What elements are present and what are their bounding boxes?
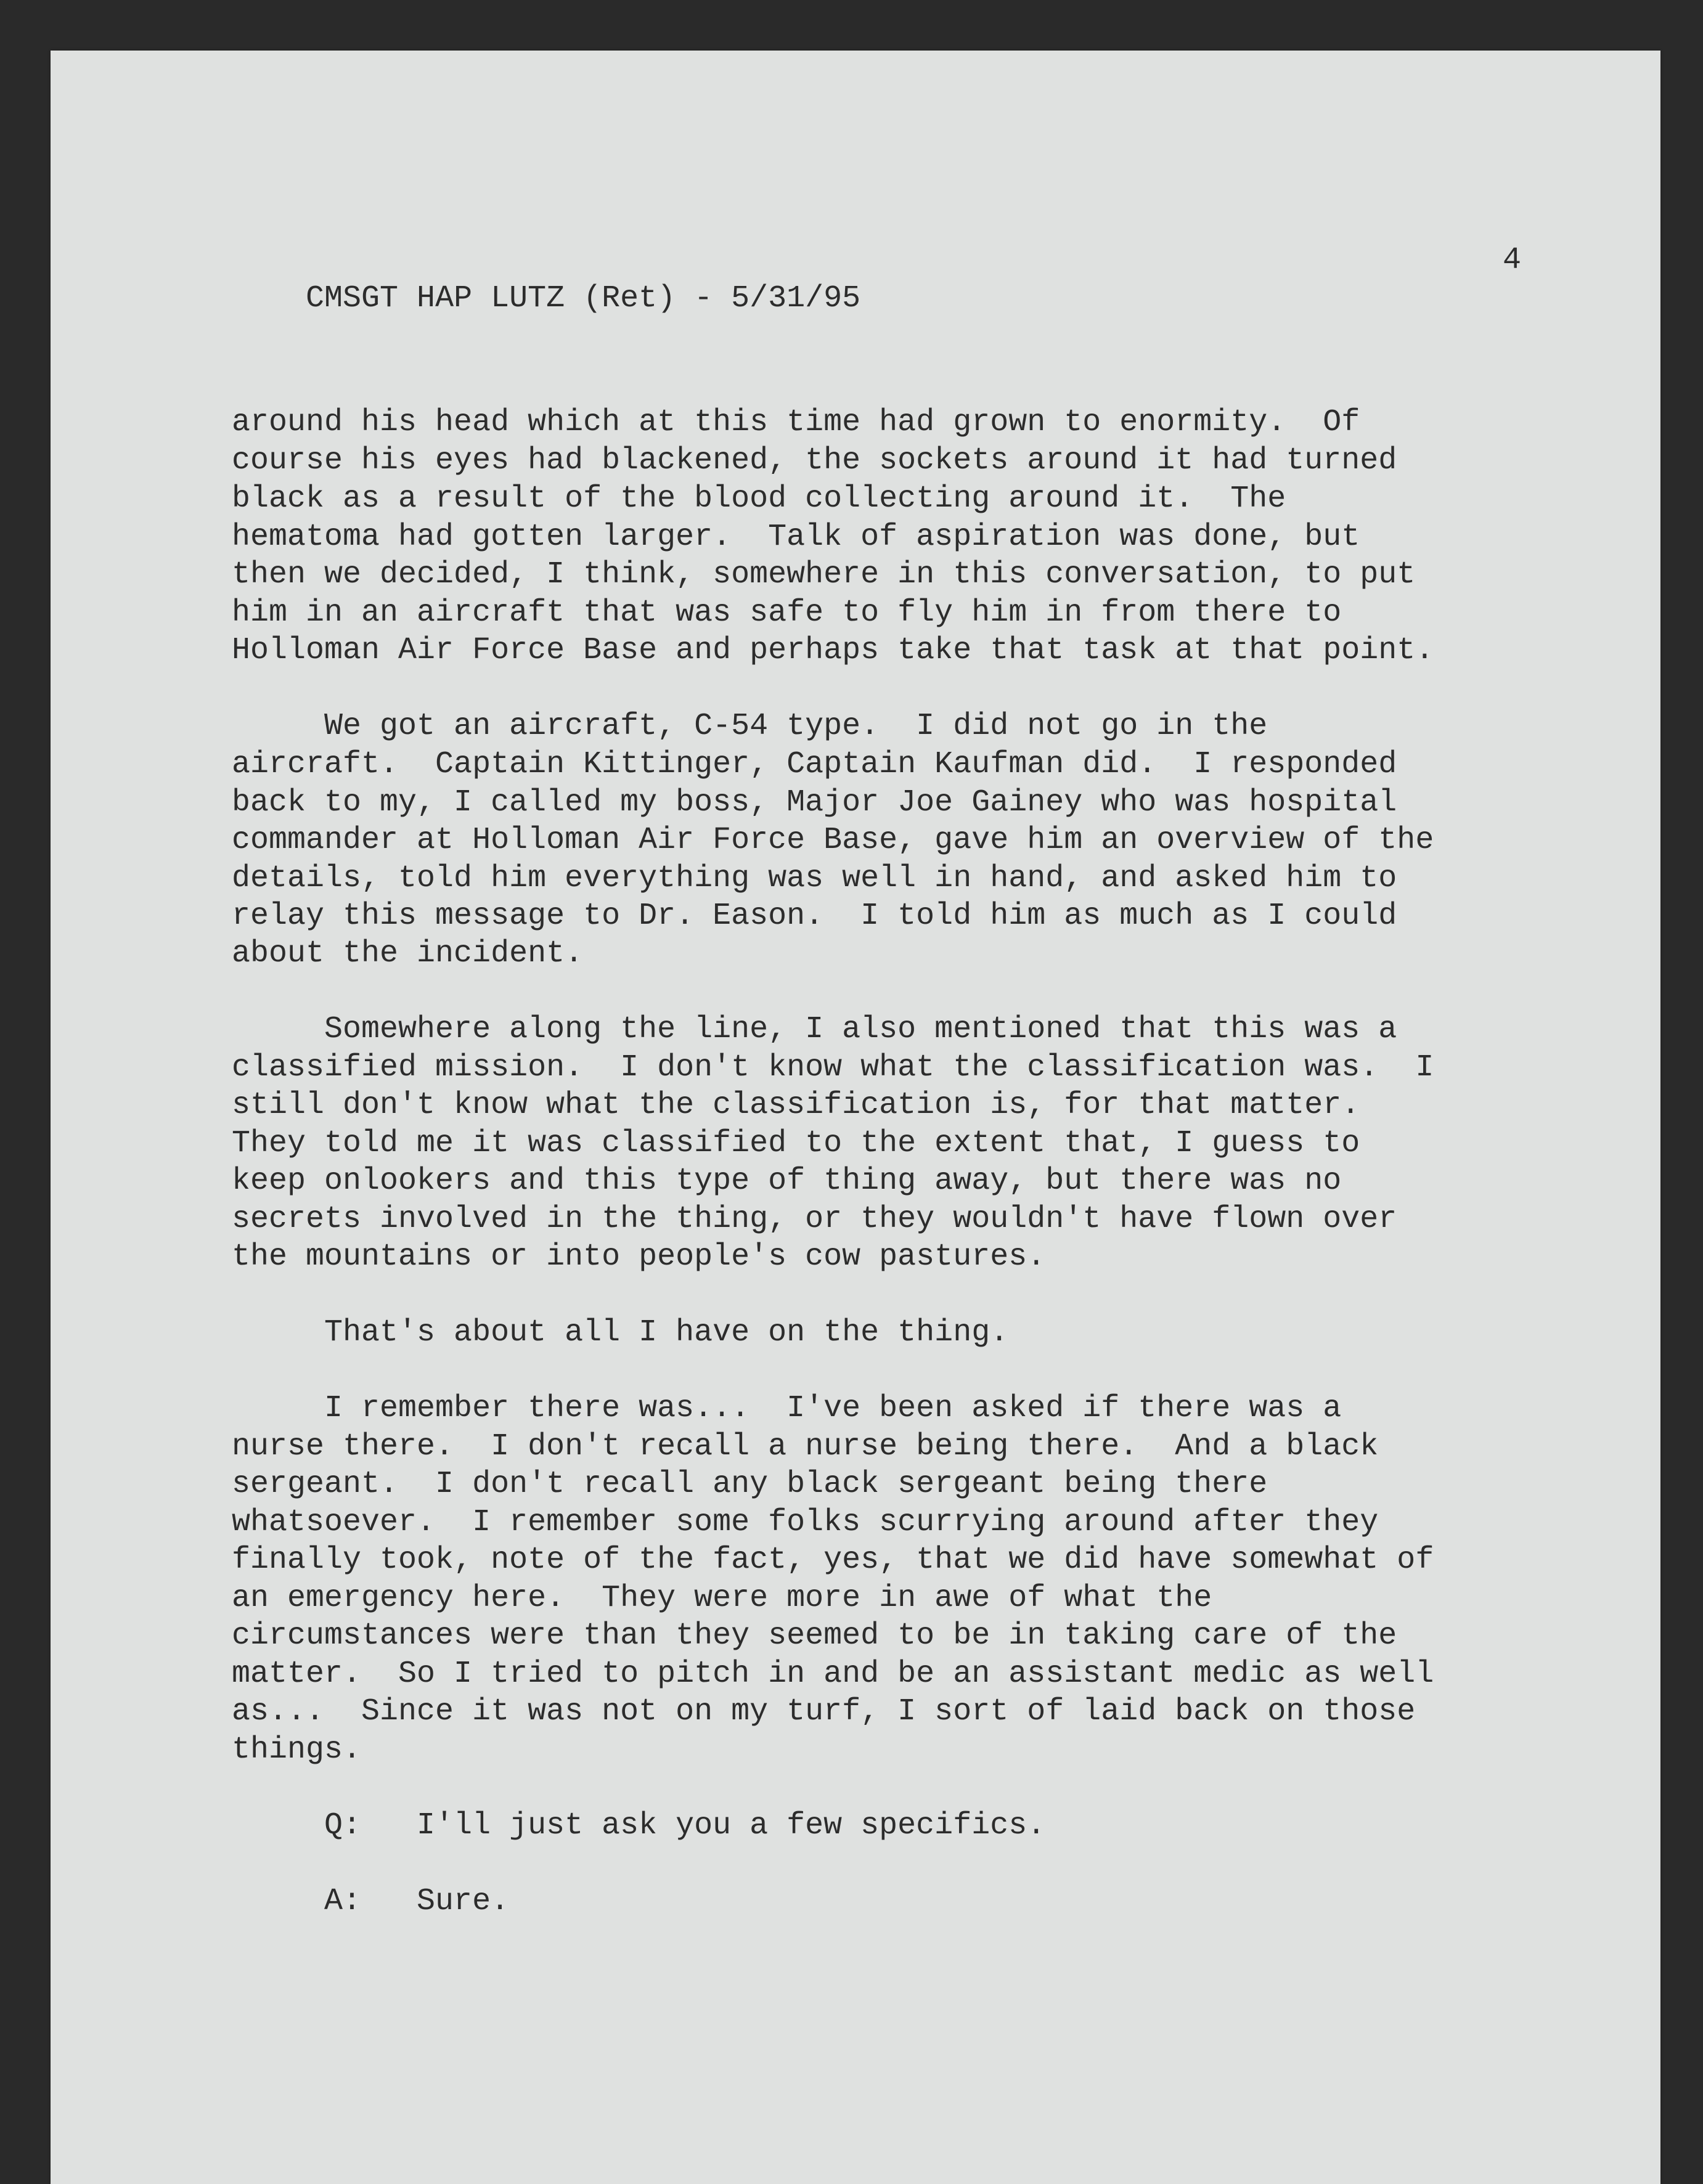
header-title: CMSGT HAP LUTZ (Ret) - 5/31/95 [306,281,861,316]
text-line: hematoma had gotten larger. Talk of aspiration was done, but [232,520,1360,555]
text-line: about the incident. [232,936,584,971]
text-line: Somewhere along the line, I also mentioned that this was a [232,1012,1397,1047]
document-page [51,51,1660,2184]
text-line: That's about all I have on the thing. [232,1315,1009,1350]
text-line: aircraft. Captain Kittinger, Captain Kaufman did. I responded [232,747,1397,782]
text-line: keep onlookers and this type of thing away, but there was no [232,1163,1342,1199]
text-line: secrets involved in the thing, or they wouldn't have flown over [232,1202,1397,1237]
text-line: classified mission. I don't know what the classification was. I [232,1050,1434,1085]
text-line: around his head which at this time had grown to enormity. Of [232,405,1360,440]
text-line: course his eyes had blackened, the sockets around it had turned [232,443,1397,478]
text-line: They told me it was classified to the extent that, I guess to [232,1126,1360,1161]
text-line: relay this message to Dr. Eason. I told him as much as I could [232,898,1397,934]
text-line: I remember there was... I've been asked if there was a [232,1391,1342,1426]
text-line: things. [232,1732,362,1767]
text-line: the mountains or into people's cow pastures. [232,1239,1046,1274]
text-line: commander at Holloman Air Force Base, gave him an overview of the [232,823,1434,858]
text-line: A: Sure. [232,1884,510,1919]
text-line: sergeant. I don't recall any black sergeant being there [232,1467,1268,1502]
page-header [232,242,1521,394]
text-line: nurse there. I don't recall a nurse being there. And a black [232,1429,1379,1464]
text-line: black as a result of the blood collecting around it. The [232,481,1286,516]
text-line: details, told him everything was well in hand, and asked him to [232,861,1397,896]
text-line: still don't know what the classification is, for that matter. [232,1088,1360,1123]
text-line: Holloman Air Force Base and perhaps take that task at that point. [232,633,1434,668]
text-line: him in an aircraft that was safe to fly him in from there to [232,595,1342,630]
text-line: back to my, I called my boss, Major Joe Gainey who was hospital [232,785,1397,820]
text-line: whatsoever. I remember some folks scurrying around after they [232,1505,1379,1540]
text-line: then we decided, I think, somewhere in this conversation, to put [232,557,1416,592]
text-line: Q: I'll just ask you a few specifics. [232,1808,1046,1843]
text-line: matter. So I tried to pitch in and be an assistant medic as well [232,1656,1434,1692]
page-number: 4 [1502,243,1521,278]
text-line: circumstances were than they seemed to be in taking care of the [232,1618,1397,1653]
text-line: an emergency here. They were more in awe of what the [232,1581,1212,1616]
text-line: as... Since it was not on my turf, I sort of laid back on those [232,1694,1416,1729]
text-line: finally took, note of the fact, yes, that we did have somewhat of [232,1542,1434,1578]
text-line: We got an aircraft, C-54 type. I did not go in the [232,709,1268,744]
